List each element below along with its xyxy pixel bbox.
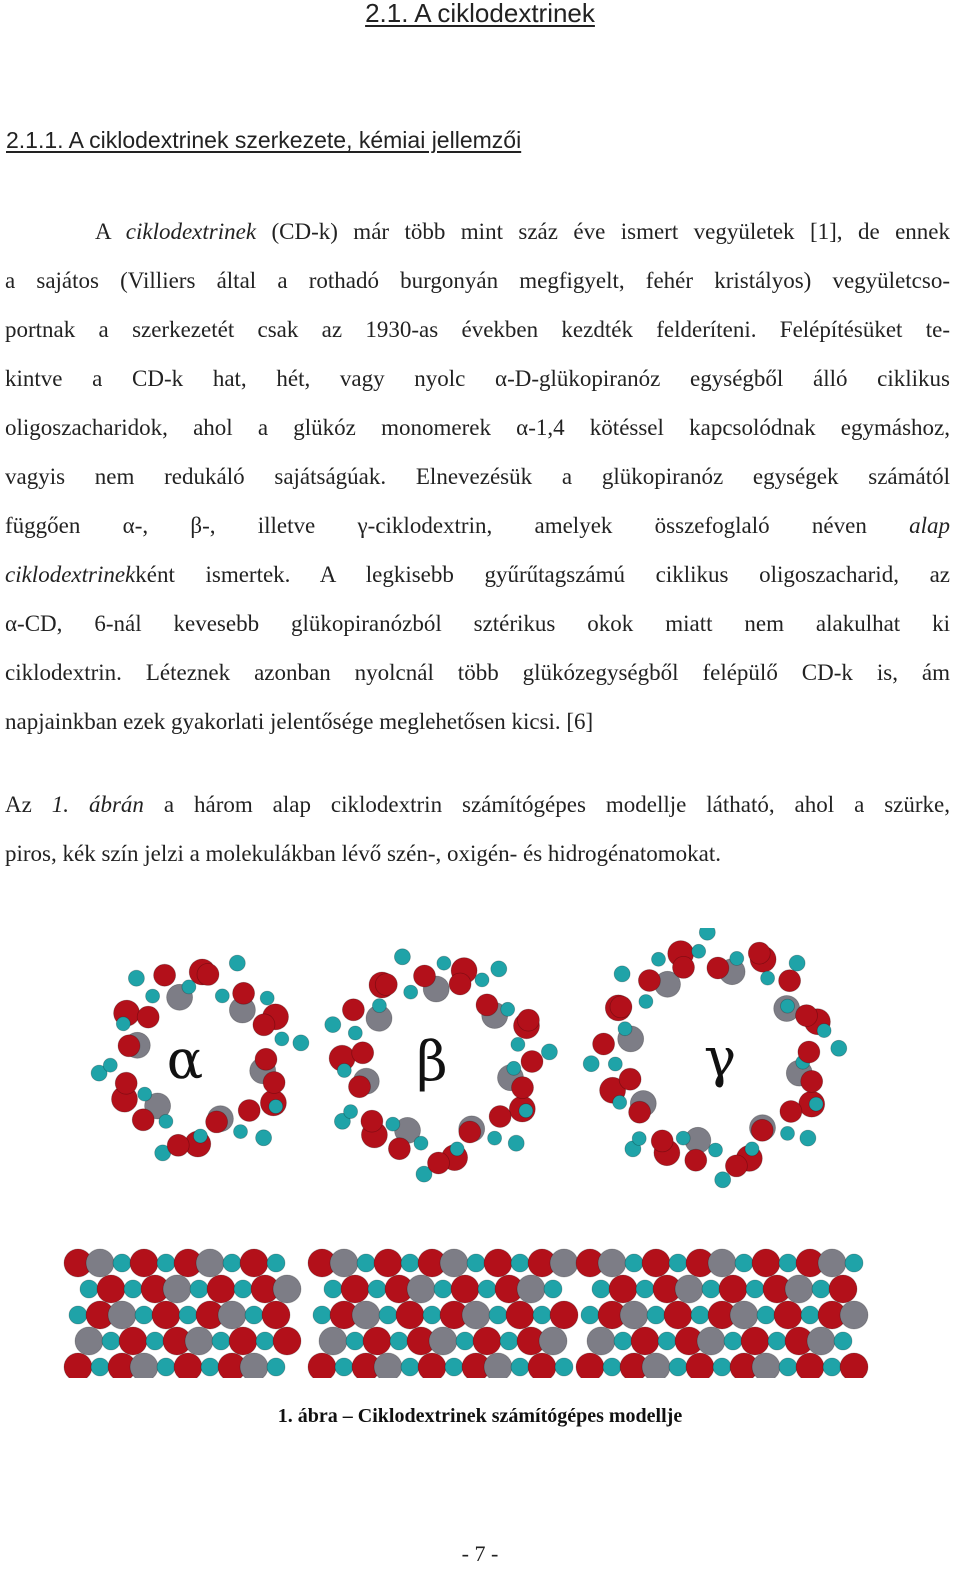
hydrogen-atom xyxy=(157,1254,175,1272)
oxygen-atom xyxy=(796,1005,818,1027)
hydrogen-atom xyxy=(324,1280,342,1298)
hydrogen-atom xyxy=(691,1306,709,1324)
carbon-atom xyxy=(620,1301,648,1329)
carbon-atom xyxy=(240,1353,268,1378)
text-line: ciklodextrin. Léteznek azonban nyolcnál több glükózegységből felépülő CD-k is, ám xyxy=(5,660,950,685)
oxygen-atom xyxy=(118,1035,140,1057)
cyclodextrin-models-figure xyxy=(60,928,890,1378)
hydrogen-atom xyxy=(434,1280,452,1298)
hydrogen-atom xyxy=(508,1135,524,1151)
hydrogen-atom xyxy=(632,1132,646,1146)
hydrogen-atom xyxy=(491,961,507,977)
hydrogen-atom xyxy=(275,1032,289,1046)
hydrogen-atom xyxy=(812,1280,830,1298)
hydrogen-atom xyxy=(346,1332,364,1350)
hydrogen-atom xyxy=(157,1358,175,1376)
text-line: kintve a CD-k hat, hét, vagy nyolc α-D-glükopiranóz egységből álló ciklikus xyxy=(5,366,950,391)
hydrogen-atom xyxy=(541,1044,557,1060)
oxygen-atom xyxy=(629,1101,651,1123)
hydrogen-atom xyxy=(592,1280,610,1298)
carbon-atom xyxy=(818,1249,846,1277)
oxygen-atom xyxy=(517,1009,539,1031)
hydrogen-atom xyxy=(489,1306,507,1324)
oxygen-atom xyxy=(388,1138,410,1160)
hydrogen-atom xyxy=(313,1306,331,1324)
carbon-atom xyxy=(484,1353,512,1378)
oxygen-atom xyxy=(207,1275,235,1303)
hydrogen-atom xyxy=(735,1254,753,1272)
oxygen-atom xyxy=(484,1249,512,1277)
hydrogen-atom xyxy=(724,1332,742,1350)
oxygen-atom xyxy=(476,994,498,1016)
hydrogen-atom xyxy=(348,1026,362,1040)
oxygen-atom xyxy=(308,1353,336,1378)
oxygen-atom xyxy=(64,1353,92,1378)
oxygen-atom xyxy=(685,1149,707,1171)
hydrogen-atom xyxy=(215,989,229,1003)
hydrogen-atom xyxy=(344,1105,358,1119)
carbon-atom xyxy=(429,1327,457,1355)
carbon-atom xyxy=(163,1275,191,1303)
hydrogen-atom xyxy=(128,970,144,986)
hydrogen-atom xyxy=(488,1131,502,1145)
hydrogen-atom xyxy=(69,1306,87,1324)
hydrogen-atom xyxy=(234,1280,252,1298)
hydrogen-atom xyxy=(676,1131,690,1145)
hydrogen-atom xyxy=(325,1017,341,1033)
hydrogen-atom xyxy=(223,1254,241,1272)
oxygen-atom xyxy=(233,982,255,1004)
alpha-cd-side-model xyxy=(64,1249,301,1378)
section-title: 2.1.1. A ciklodextrinek szerkezete, kémiai jellemzői xyxy=(6,127,522,153)
carbon-atom xyxy=(708,1249,736,1277)
oxygen-atom xyxy=(418,1353,446,1378)
hydrogen-atom xyxy=(555,1358,573,1376)
hydrogen-atom xyxy=(639,995,653,1009)
text-line: portnak a szerkezetét csak az 1930-as években kezdték felderíteni. Felépítésüket te- xyxy=(5,317,950,342)
text-line: A ciklodextrinek (CD-k) már több mint száz éve ismert vegyületek [1], de ennek xyxy=(95,219,950,244)
oxygen-atom xyxy=(132,1109,154,1131)
hydrogen-atom xyxy=(511,1358,529,1376)
carbon-atom xyxy=(330,1249,358,1277)
hydrogen-atom xyxy=(372,999,386,1013)
carbon-atom xyxy=(273,1275,301,1303)
oxygen-atom xyxy=(642,1249,670,1277)
carbon-atom xyxy=(374,1353,402,1378)
hydrogen-atom xyxy=(450,1142,464,1156)
hydrogen-atom xyxy=(234,1125,248,1139)
oxygen-atom xyxy=(414,965,436,987)
hydrogen-atom xyxy=(267,1254,285,1272)
hydrogen-atom xyxy=(404,985,418,999)
oxygen-atom xyxy=(253,1014,275,1036)
hydrogen-atom xyxy=(831,1040,847,1056)
page-number: - 7 - xyxy=(461,1541,499,1566)
oxygen-atom xyxy=(512,1077,534,1099)
text-line: a sajátos (Villiers által a rothadó burgonyán megfigyelt, fehér kristályos) vegyületcso- xyxy=(5,268,950,293)
oxygen-atom xyxy=(521,1051,543,1073)
hydrogen-atom xyxy=(757,1306,775,1324)
gamma-cd-side-model xyxy=(576,1249,868,1378)
hydrogen-atom xyxy=(608,1057,622,1071)
hydrogen-atom xyxy=(581,1306,599,1324)
carbon-atom xyxy=(352,1301,380,1329)
hydrogen-atom xyxy=(401,1358,419,1376)
hydrogen-atom xyxy=(267,1358,285,1376)
hydrogen-atom xyxy=(768,1332,786,1350)
hydrogen-atom xyxy=(709,1143,723,1157)
hydrogen-atom xyxy=(124,1280,142,1298)
oxygen-atom xyxy=(206,1111,228,1133)
paragraph-intro xyxy=(5,207,950,746)
hydrogen-atom xyxy=(368,1280,386,1298)
oxygen-atom xyxy=(342,999,364,1021)
oxygen-atom xyxy=(748,942,770,964)
paragraph-figure-ref xyxy=(5,780,950,878)
hydrogen-atom xyxy=(179,1306,197,1324)
oxygen-atom xyxy=(741,1327,769,1355)
hydrogen-atom xyxy=(256,1332,274,1350)
hydrogen-atom xyxy=(390,1332,408,1350)
alpha-label: α xyxy=(166,1028,204,1091)
carbon-atom xyxy=(185,1327,213,1355)
beta-cd-side-model xyxy=(308,1249,578,1378)
hydrogen-atom xyxy=(702,1280,720,1298)
oxygen-atom xyxy=(774,1301,802,1329)
hydrogen-atom xyxy=(423,1306,441,1324)
hydrogen-atom xyxy=(401,1254,419,1272)
carbon-atom xyxy=(752,1353,780,1378)
oxygen-atom xyxy=(751,1119,773,1141)
carbon-atom xyxy=(550,1249,578,1277)
carbon-atom xyxy=(539,1327,567,1355)
oxygen-atom xyxy=(361,1110,383,1132)
oxygen-atom xyxy=(451,1275,479,1303)
beta-label: β xyxy=(416,1030,448,1093)
figure-reference: 1. ábrán xyxy=(51,792,144,817)
hydrogen-atom xyxy=(456,1332,474,1350)
hydrogen-atom xyxy=(779,1254,797,1272)
hydrogen-atom xyxy=(146,1332,164,1350)
hydrogen-atom xyxy=(746,1280,764,1298)
oxygen-atom xyxy=(593,1033,615,1055)
hydrogen-atom xyxy=(437,956,451,970)
hydrogen-atom xyxy=(386,1117,400,1131)
oxygen-atom xyxy=(619,1068,641,1090)
hydrogen-atom xyxy=(511,1254,529,1272)
oxygen-atom xyxy=(255,1048,277,1070)
oxygen-atom xyxy=(97,1275,125,1303)
hydrogen-atom xyxy=(669,1358,687,1376)
hydrogen-atom xyxy=(713,1358,731,1376)
hydrogen-atom xyxy=(779,1358,797,1376)
hydrogen-atom xyxy=(800,1130,816,1146)
oxygen-atom xyxy=(664,1301,692,1329)
hydrogen-atom xyxy=(715,1172,731,1188)
hydrogen-atom xyxy=(781,1126,795,1140)
hydrogen-atom xyxy=(190,1280,208,1298)
hydrogen-atom xyxy=(357,1254,375,1272)
hydrogen-atom xyxy=(613,1095,627,1109)
carbon-atom xyxy=(319,1327,347,1355)
hydrogen-atom xyxy=(394,949,410,965)
oxygen-atom xyxy=(528,1353,556,1378)
hydrogen-atom xyxy=(533,1306,551,1324)
oxygen-atom xyxy=(631,1327,659,1355)
oxygen-atom xyxy=(152,1301,180,1329)
hydrogen-atom xyxy=(116,1017,130,1031)
oxygen-atom xyxy=(686,1353,714,1378)
carbon-atom xyxy=(840,1301,868,1329)
oxygen-atom xyxy=(801,1070,823,1092)
carbon-atom xyxy=(598,1249,626,1277)
hydrogen-atom xyxy=(102,1332,120,1350)
gamma-label: γ xyxy=(703,1026,737,1089)
hydrogen-atom xyxy=(745,1142,759,1156)
hydrogen-atom xyxy=(293,1035,309,1051)
chapter-title: 2.1. A ciklodextrinek xyxy=(365,0,595,28)
oxygen-atom xyxy=(262,1301,290,1329)
carbon-atom xyxy=(517,1275,545,1303)
hydrogen-atom xyxy=(379,1306,397,1324)
carbon-atom xyxy=(218,1301,246,1329)
hydrogen-atom xyxy=(781,999,795,1013)
carbon-atom xyxy=(407,1275,435,1303)
hydrogen-atom xyxy=(229,955,245,971)
oxygen-atom xyxy=(780,1101,802,1123)
carbon-atom xyxy=(785,1275,813,1303)
hydrogen-atom xyxy=(507,1061,521,1075)
oxygen-atom xyxy=(174,1353,202,1378)
oxygen-atom xyxy=(349,1076,371,1098)
text-line: függően α-, β-, illetve γ-ciklodextrin, amelyek összefoglaló néven alap xyxy=(5,513,950,538)
oxygen-atom xyxy=(840,1353,868,1378)
carbon-atom xyxy=(675,1275,703,1303)
oxygen-atom xyxy=(273,1327,301,1355)
hydrogen-atom xyxy=(193,1129,207,1143)
hydrogen-atom xyxy=(135,1306,153,1324)
term-alap: alap xyxy=(909,513,950,538)
oxygen-atom xyxy=(798,1041,820,1063)
hydrogen-atom xyxy=(519,1104,533,1118)
carbon-atom xyxy=(86,1249,114,1277)
oxygen-atom xyxy=(506,1301,534,1329)
hydrogen-atom xyxy=(511,1037,525,1051)
oxygen-atom xyxy=(673,956,695,978)
hydrogen-atom xyxy=(500,1332,518,1350)
carbon-atom xyxy=(730,1301,758,1329)
oxygen-atom xyxy=(829,1275,857,1303)
oxygen-atom xyxy=(352,1042,374,1064)
text-line: oligoszacharidok, ahol a glükóz monomerek α-1,4 kötéssel kapcsolódnak egymáshoz, xyxy=(5,415,950,440)
hydrogen-atom xyxy=(80,1280,98,1298)
carbon-atom xyxy=(108,1301,136,1329)
hydrogen-atom xyxy=(845,1254,863,1272)
hydrogen-atom xyxy=(414,1136,428,1150)
oxygen-atom xyxy=(154,964,176,986)
hydrogen-atom xyxy=(614,1332,632,1350)
hydrogen-atom xyxy=(212,1332,230,1350)
oxygen-atom xyxy=(375,974,397,996)
hydrogen-atom xyxy=(652,952,666,966)
oxygen-atom xyxy=(374,1249,402,1277)
oxygen-atom xyxy=(725,1155,747,1177)
oxygen-atom xyxy=(229,1327,257,1355)
hydrogen-atom xyxy=(647,1306,665,1324)
hydrogen-atom xyxy=(699,928,715,940)
hydrogen-atom xyxy=(801,1306,819,1324)
hydrogen-atom xyxy=(809,1097,823,1111)
carbon-atom xyxy=(642,1353,670,1378)
hydrogen-atom xyxy=(201,1358,219,1376)
carbon-atom xyxy=(130,1353,158,1378)
text-line: α-CD, 6-nál kevesebb glükopiranózból sztérikus okok miatt nem alakulhat ki xyxy=(5,611,950,636)
hydrogen-atom xyxy=(669,1254,687,1272)
hydrogen-atom xyxy=(269,1100,283,1114)
carbon-atom xyxy=(697,1327,725,1355)
hydrogen-atom xyxy=(817,1024,831,1038)
carbon-atom xyxy=(587,1327,615,1355)
oxygen-atom xyxy=(263,1072,285,1094)
hydrogen-atom xyxy=(730,951,744,965)
oxygen-atom xyxy=(609,1275,637,1303)
oxygen-atom xyxy=(363,1327,391,1355)
oxygen-atom xyxy=(341,1275,369,1303)
oxygen-atom xyxy=(130,1249,158,1277)
hydrogen-atom xyxy=(658,1332,676,1350)
oxygen-atom xyxy=(396,1301,424,1329)
oxygen-atom xyxy=(719,1275,747,1303)
text-line: Az 1. ábrán a három alap ciklodextrin számítógépes modellje látható, ahol a szürke, xyxy=(5,792,950,817)
hydrogen-atom xyxy=(823,1358,841,1376)
term-ciklodextrinek-2: ciklodextrinek xyxy=(5,562,136,587)
hydrogen-atom xyxy=(146,989,160,1003)
hydrogen-atom xyxy=(335,1358,353,1376)
carbon-atom xyxy=(462,1301,490,1329)
hydrogen-atom xyxy=(337,1064,351,1078)
oxygen-atom xyxy=(449,973,471,995)
hydrogen-atom xyxy=(467,1254,485,1272)
oxygen-atom xyxy=(115,1072,137,1094)
figure-caption: 1. ábra – Ciklodextrinek számítógépes modellje xyxy=(277,1405,683,1427)
text-line: napjainkban ezek gyakorlati jelentősége meglehetősen kicsi. [6] xyxy=(5,709,594,734)
carbon-atom xyxy=(196,1249,224,1277)
hydrogen-atom xyxy=(260,991,274,1005)
oxygen-atom xyxy=(752,1249,780,1277)
oxygen-atom xyxy=(238,1100,260,1122)
hydrogen-atom xyxy=(692,944,706,958)
text-line: vagyis nem redukáló sajátságúak. Elnevezésük a glükopiranóz egységek számától xyxy=(5,464,950,489)
hydrogen-atom xyxy=(445,1358,463,1376)
hydrogen-atom xyxy=(478,1280,496,1298)
oxygen-atom xyxy=(796,1353,824,1378)
text-line: ciklodextrinekként ismertek. A legkisebb gyűrűtagszámú ciklikus oligoszacharid, az xyxy=(5,562,950,587)
hydrogen-atom xyxy=(256,1130,272,1146)
oxygen-atom xyxy=(779,970,801,992)
oxygen-atom xyxy=(707,957,729,979)
hydrogen-atom xyxy=(138,1087,152,1101)
oxygen-atom xyxy=(489,1106,511,1128)
oxygen-atom xyxy=(651,1130,673,1152)
hydrogen-atom xyxy=(501,1002,515,1016)
hydrogen-atom xyxy=(834,1332,852,1350)
oxygen-atom xyxy=(167,1134,189,1156)
hydrogen-atom xyxy=(625,1254,643,1272)
term-ciklodextrinek: ciklodextrinek xyxy=(125,219,257,244)
hydrogen-atom xyxy=(159,1114,173,1128)
hydrogen-atom xyxy=(475,973,489,987)
text-line: piros, kék szín jelzi a molekulákban lévő szén-, oxigén- és hidrogénatomokat. xyxy=(5,841,721,866)
hydrogen-atom xyxy=(91,1358,109,1376)
hydrogen-atom xyxy=(544,1280,562,1298)
hydrogen-atom xyxy=(636,1280,654,1298)
carbon-atom xyxy=(807,1327,835,1355)
oxygen-atom xyxy=(240,1249,268,1277)
hydrogen-atom xyxy=(103,1058,117,1072)
oxygen-atom xyxy=(428,1152,450,1174)
hydrogen-atom xyxy=(603,1358,621,1376)
oxygen-atom xyxy=(197,963,219,985)
hydrogen-atom xyxy=(245,1306,263,1324)
oxygen-atom xyxy=(459,1121,481,1143)
oxygen-atom xyxy=(473,1327,501,1355)
oxygen-atom xyxy=(119,1327,147,1355)
hydrogen-atom xyxy=(618,1022,632,1036)
hydrogen-atom xyxy=(789,955,805,971)
oxygen-atom xyxy=(576,1353,604,1378)
carbon-atom xyxy=(440,1249,468,1277)
oxygen-atom xyxy=(610,996,632,1018)
hydrogen-atom xyxy=(182,980,196,994)
oxygen-atom xyxy=(638,970,660,992)
hydrogen-atom xyxy=(583,1056,599,1072)
hydrogen-atom xyxy=(113,1254,131,1272)
carbon-atom xyxy=(75,1327,103,1355)
oxygen-atom xyxy=(550,1301,578,1329)
oxygen-atom xyxy=(137,1006,159,1028)
hydrogen-atom xyxy=(761,971,775,985)
hydrogen-atom xyxy=(614,966,630,982)
